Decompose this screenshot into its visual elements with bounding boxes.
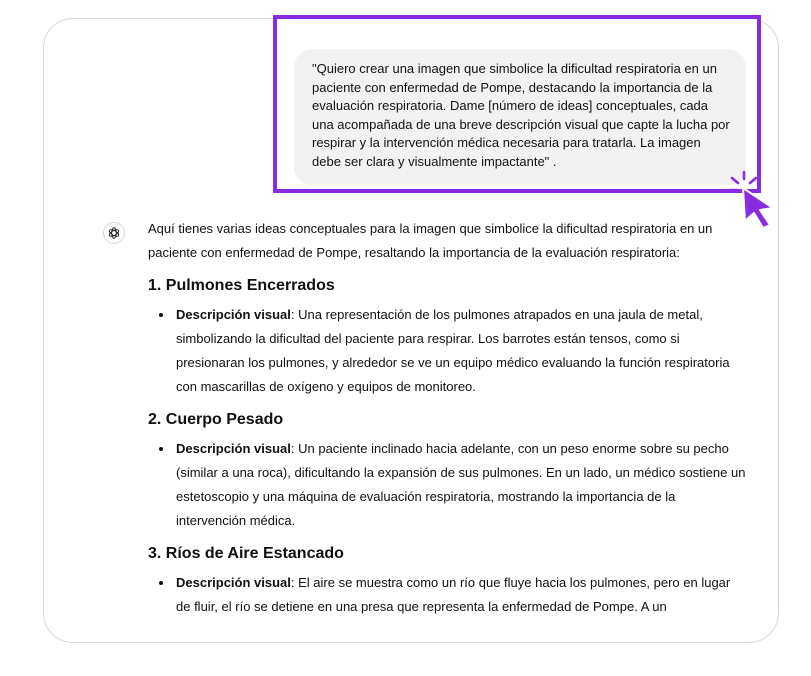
highlight-frame (273, 15, 761, 193)
assistant-message (148, 217, 748, 619)
bullet-label: Descripción visual (176, 441, 291, 456)
openai-logo-icon (107, 226, 121, 240)
section-title: 3. Ríos de Aire Estancado (148, 545, 344, 562)
bullet-label: Descripción visual (176, 307, 291, 322)
bullet-list (148, 571, 748, 619)
list-item (174, 303, 748, 399)
bullet-label: Descripción visual (176, 575, 291, 590)
user-message-text: "Quiero crear una imagen que simbolice la dificultad respiratoria en un paciente con enfermedad de Pompe, destacando la importancia de la evaluación respiratoria. Dame [número de ideas] conceptuales, cada una acompañada de una breve descripción visual que capte la lucha por respirar y la intervención médica necesaria para tratarla. La imagen debe ser clara y visualmente impactante" . (312, 61, 730, 169)
assistant-intro: Aquí tienes varias ideas conceptuales para la imagen que simbolice la dificultad respiratoria en un paciente con enfermedad de Pompe, resaltando la importancia de la evaluación respiratoria: (148, 221, 713, 260)
bullet-list (148, 303, 748, 399)
bullet-text: : Un paciente inclinado hacia adelante, con un peso enorme sobre su pecho (similar a una roca), dificultando la expansión de sus pulmones. En un lado, un médico sostiene un estetoscopio y una máquina de evaluación respiratoria, mostrando la importancia de la intervención médica. (176, 441, 746, 528)
section-title: 1. Pulmones Encerrados (148, 277, 335, 294)
list-item (174, 437, 748, 533)
bullet-text: : El aire se muestra como un río que fluye hacia los pulmones, pero en lugar de fluir, el río se detiene en una presa que representa la enfermedad de Pompe. A un (176, 575, 731, 614)
list-item (174, 571, 748, 619)
pointer-cursor-click-icon (728, 170, 782, 230)
assistant-avatar (103, 222, 125, 244)
bullet-text: : Una representación de los pulmones atrapados en una jaula de metal, simbolizando la dificultad del paciente para respirar. Los barrotes están tensos, como si presionaran los pulmones, y alrededor se ve un equipo médico evaluando la función respiratoria con mascarillas de oxígeno y equipos de monitoreo. (176, 307, 730, 394)
section-title: 2. Cuerpo Pesado (148, 411, 284, 428)
bullet-list (148, 437, 748, 533)
